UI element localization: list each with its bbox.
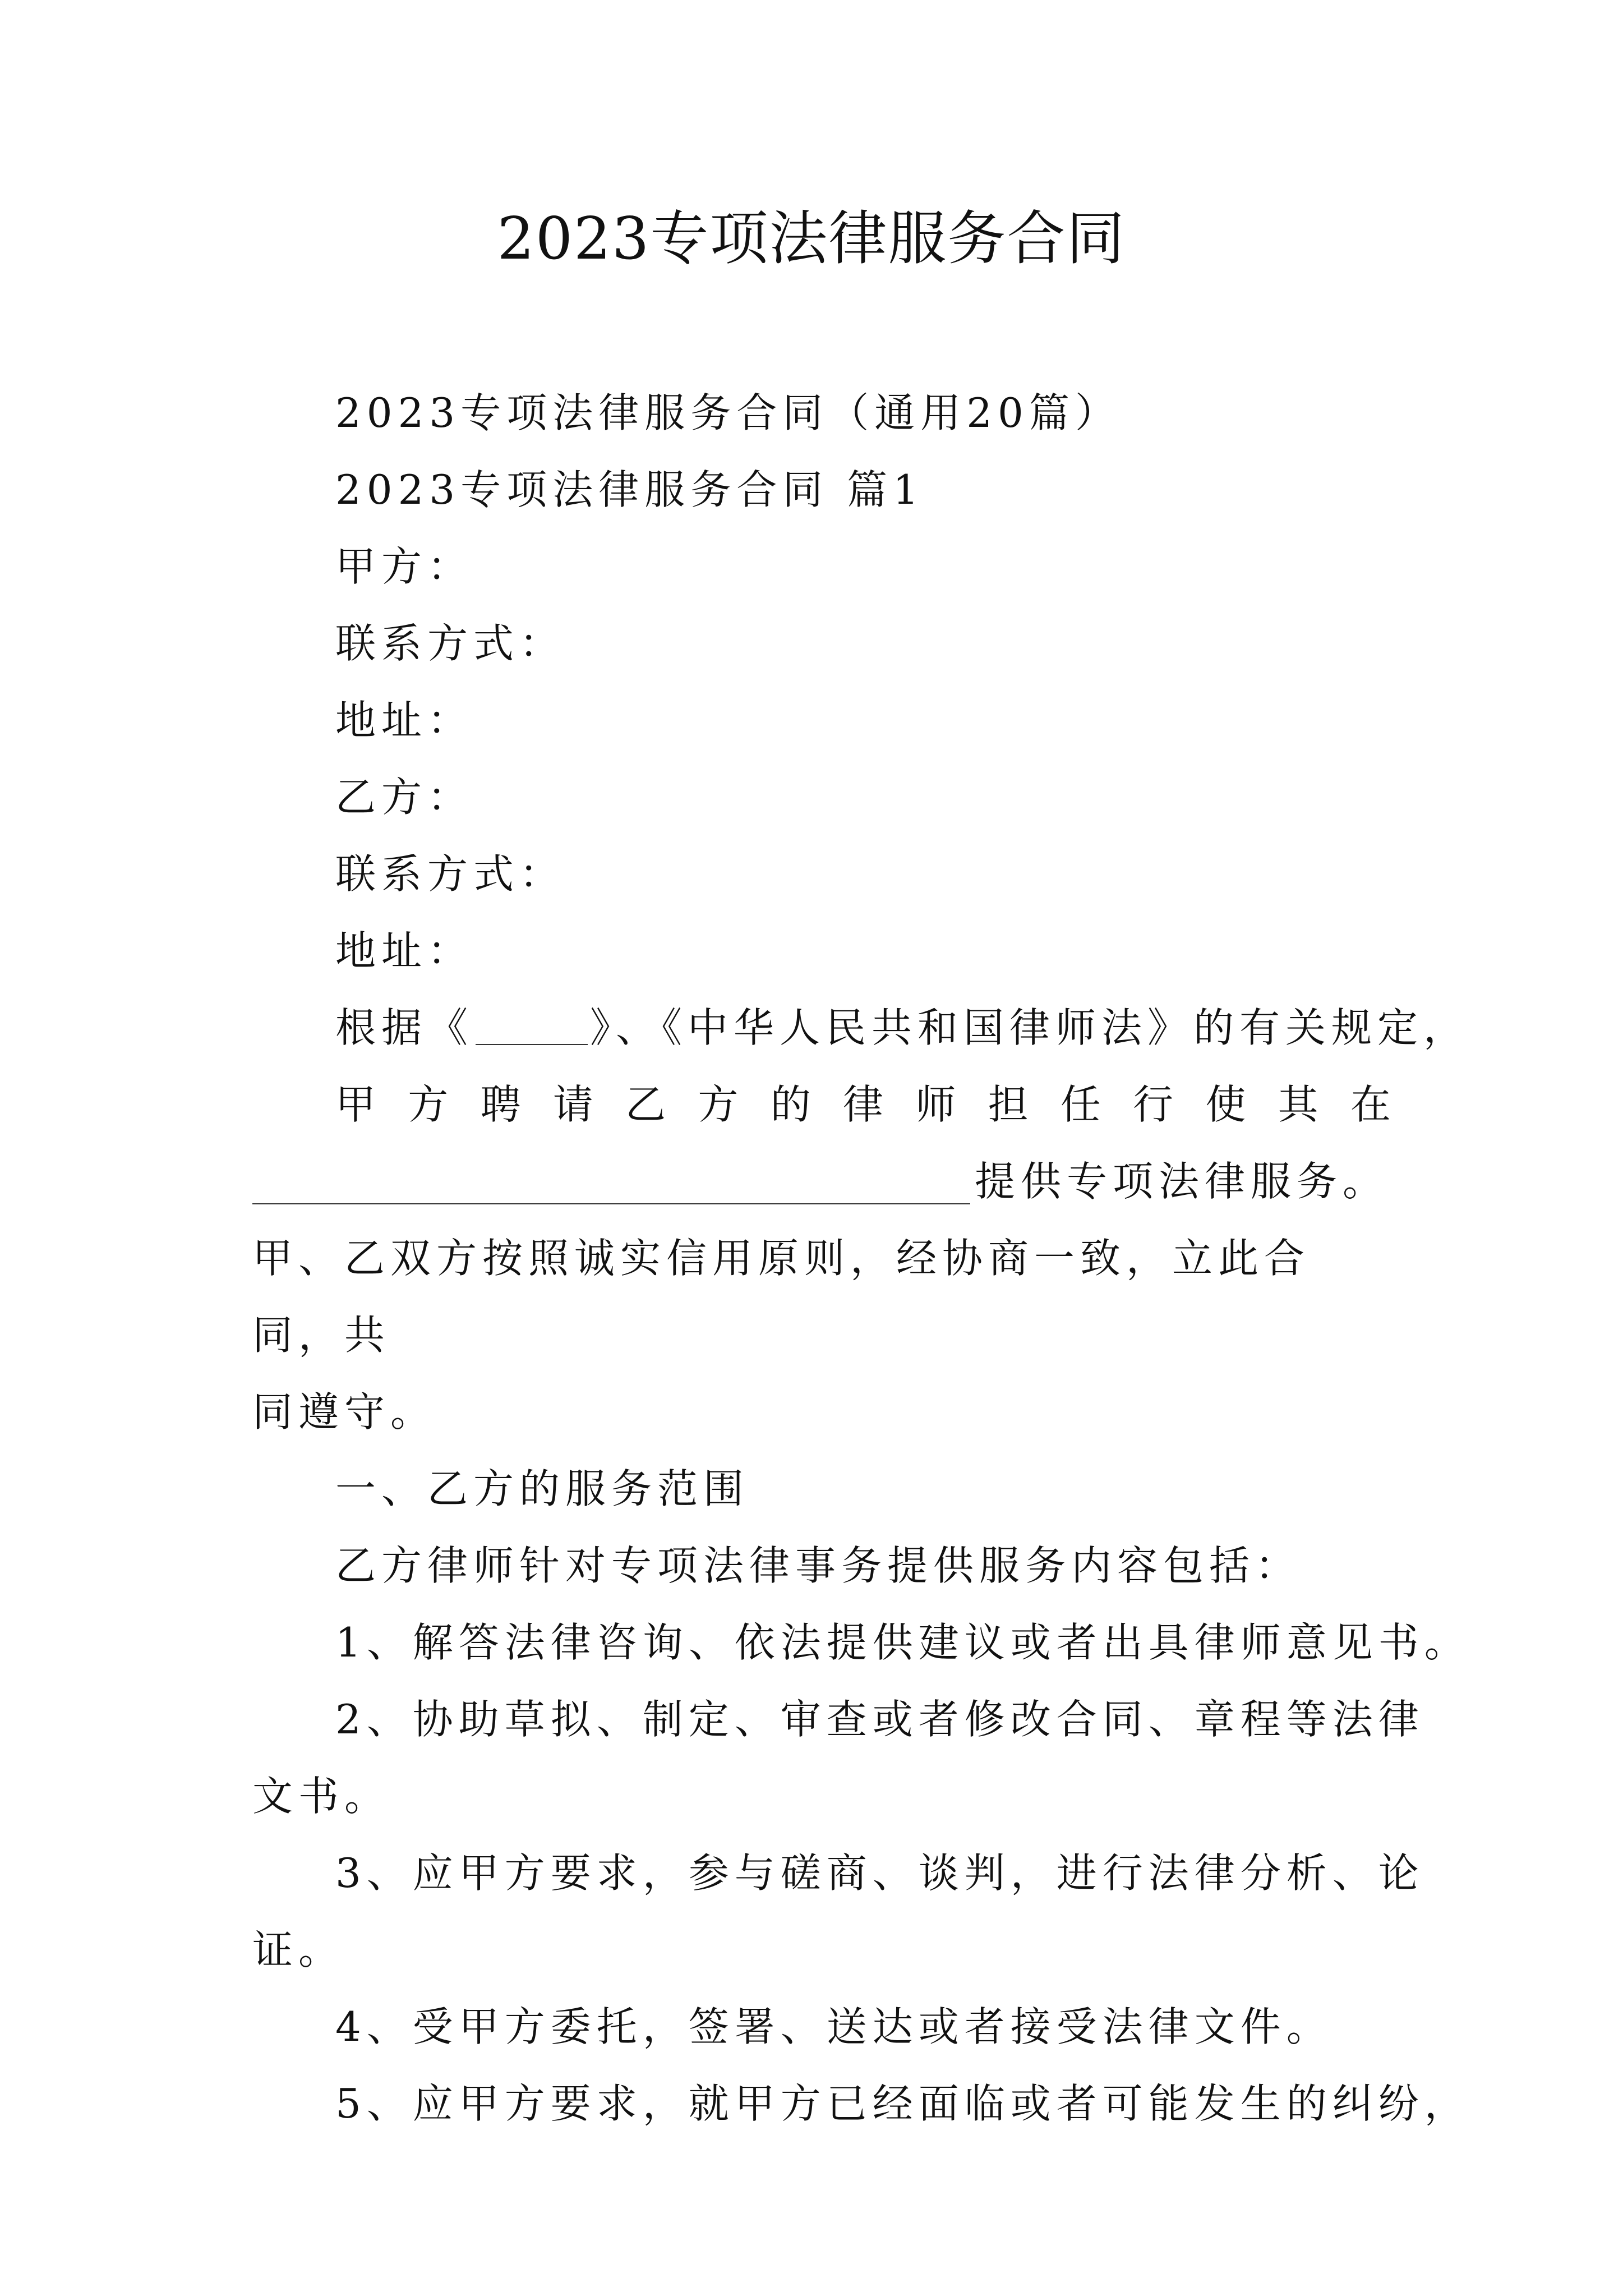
hire-char: 行 [1133, 1081, 1179, 1128]
scope-item-4: 4、受甲方委托，签署、送达或者接受法律文件。 [335, 2003, 1332, 2050]
chapter-heading: 2023专项法律服务合同 篇1 [335, 466, 924, 513]
basis-post-text: 》、《中华人民共和国律师法》的有关规定， [590, 1004, 1470, 1051]
scope-intro: 乙方律师针对专项法律事务提供服务内容包括： [335, 1542, 1302, 1589]
hire-char: 其 [1278, 1081, 1324, 1128]
document-title: 2023专项法律服务合同 [497, 204, 1126, 273]
hire-char: 聘 [480, 1081, 527, 1128]
contact-a-label: 联系方式： [335, 620, 566, 667]
hire-char: 任 [1060, 1081, 1106, 1128]
scope-item-2-cont: 文书。 [252, 1773, 391, 1820]
document-body [252, 375, 1470, 2142]
service-scope-line [252, 1143, 1396, 1220]
hire-char: 请 [552, 1081, 599, 1128]
hire-char: 使 [1205, 1081, 1252, 1128]
address-b-label: 地址： [335, 927, 474, 974]
hire-char: 方 [408, 1081, 454, 1128]
hire-tail-text: 提供专项法律服务。 [975, 1158, 1389, 1205]
hire-char: 甲 [335, 1081, 382, 1128]
hire-char: 律 [842, 1081, 889, 1128]
section-heading-1: 一、乙方的服务范围 [335, 1465, 750, 1512]
party-a-label: 甲方： [335, 543, 474, 590]
scope-item-3: 3、应甲方要求，参与磋商、谈判，进行法律分析、论 [335, 1849, 1424, 1897]
contact-b-label: 联系方式： [335, 850, 566, 898]
service-scope-blank [252, 1158, 970, 1204]
hire-char: 乙 [625, 1081, 672, 1128]
basis-line [252, 990, 1470, 1066]
hire-char: 师 [915, 1081, 962, 1128]
scope-item-5: 5、应甲方要求，就甲方已经面临或者可能发生的纠纷， [335, 2080, 1470, 2127]
scope-item-1: 1、解答法律咨询、依法提供建议或者出具律师意见书。 [335, 1619, 1470, 1666]
basis-pre-text: 根据《 [335, 1004, 474, 1051]
subtitle-line: 2023专项法律服务合同（通用20篇） [335, 389, 1121, 436]
scope-item-2: 2、协助草拟、制定、审查或者修改合同、章程等法律 [335, 1696, 1424, 1743]
scope-item-3-cont: 证。 [252, 1926, 345, 1973]
law-name-blank [476, 1010, 588, 1045]
party-b-label: 乙方： [335, 774, 474, 821]
hire-char: 在 [1350, 1081, 1396, 1128]
agreement-line-2: 同遵守。 [252, 1388, 437, 1435]
hire-char: 的 [770, 1081, 817, 1128]
hire-line [252, 1066, 1396, 1143]
address-a-label: 地址： [335, 697, 474, 744]
agreement-line-1: 甲、乙双方按照诚实信用原则，经协商一致，立此合同，共 [252, 1235, 1311, 1359]
hire-char: 担 [988, 1081, 1034, 1128]
hire-char: 方 [698, 1081, 744, 1128]
